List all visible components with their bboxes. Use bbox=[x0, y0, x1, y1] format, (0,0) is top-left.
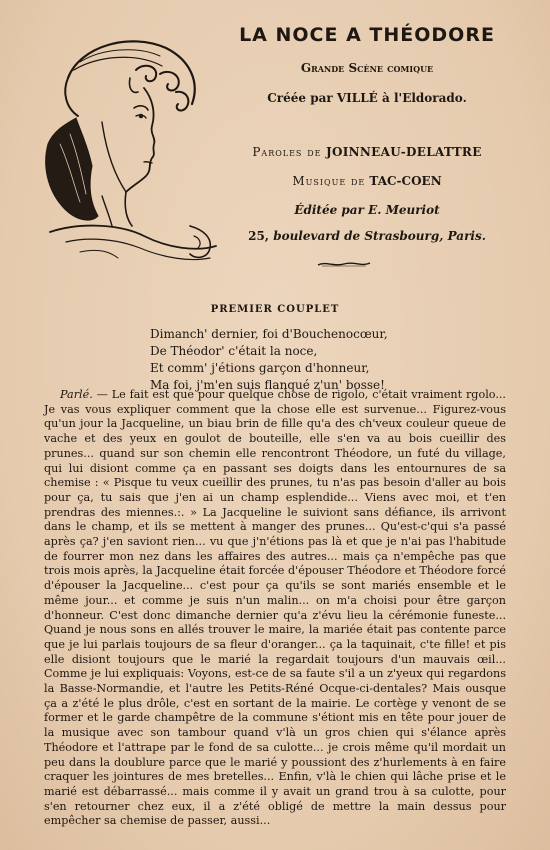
creator-name: VILLÉ bbox=[336, 91, 378, 105]
lyrics-prefix: Paroles de bbox=[252, 145, 322, 159]
publisher-line: Éditée par E. Meuriot bbox=[294, 203, 440, 217]
verse-block bbox=[150, 326, 510, 394]
verse-line: De Théodor' c'était la noce, bbox=[150, 344, 318, 358]
verse-line: Ma foi, j'm'en suis flanqué z'un' bosse! bbox=[150, 378, 385, 392]
creation-line bbox=[232, 91, 502, 105]
spoken-text bbox=[44, 388, 506, 829]
ornament-divider bbox=[316, 259, 372, 269]
spoken-label: Parlé. bbox=[60, 388, 93, 401]
woman-portrait-illustration bbox=[40, 26, 220, 266]
publisher-address bbox=[222, 229, 512, 243]
verse-line: Et comm' j'étions garçon d'honneur, bbox=[150, 361, 370, 375]
music-prefix: Musique de bbox=[292, 174, 366, 188]
song-title: LA NOCE A THÉODORE bbox=[239, 24, 495, 46]
couplet-heading: PREMIER COUPLET bbox=[210, 304, 340, 315]
verse-line: Dimanch' dernier, foi d'Bouchenocœur, bbox=[150, 327, 388, 341]
creation-prefix: Créée par bbox=[267, 91, 333, 105]
lyrics-credit bbox=[222, 145, 512, 159]
composer-name: TAC-COEN bbox=[369, 174, 442, 188]
address-number: 25, bbox=[248, 229, 269, 243]
address-street: boulevard de Strasbourg, Paris. bbox=[273, 229, 486, 243]
spoken-body: — Le fait est que pour quelque chose de rigolo, c'était vraiment rgolo... Je vas vous expliquer comment que la chose elle est survenue... Figurez-vous qu'un jour la Jacqueline, un biau brin de fille qu'a des ch'veux couleur queue de vache et des yeux en goulot de bouteille, elle s'en va au bois cueillir des prunes... quand sur son chemin elle rencontront Théodore, un futé du village, qui lui disiont comme ça en passant ses doigts dans les entournures de sa chemise : « Pisque tu veux cueillir des prunes, tu n'as pas besoin d'aller au bois pour ça, tu sais que j'en ai un champ esplendide... Viens avec moi, et t'en prendras des miennes.:. » La Jacqueline le suiviont sans défiance, ils arrivont dans le champ, et ils se mettent à manger des prunes... Qu'est-c'qui s'a passé après ça? j'en saviont rien... vu que j'n'étions pas là et que je n'ai pas l'habitude de fourrer mon nez dans les affaires des autres... mais ça n'empêche pas que trois mois après, la Jacqueline était forcée d'épouser Théodore et Théodore forcé d'épouser la Jacqueline... c'est pour ça qu'ils se sont mariés ensemble et le même jour... et comme je suis n'un malin... on m'a choisi pour être garçon d'honneur. C'est donc dimanche dernier qu'a z'évu lieu la cérémonie funeste... Quand je nous sons en allés trouver le maire, la mariée était pas contente parce que je lui parlais toujours de sa fleur d'oranger... ça la taquinait, c'te fille! et pis elle disiont toujours que le marié la regardait toujours d'un mauvais œil... Comme je lui expliquais: Voyons, est-ce de sa faute s'il a un z'yeux qui regardons la Basse-Normandie, et l'autre les Petits-Réné Ocque-ci-dentales? Mais ousque ça a z'été le plus drôle, c'est en sortant de la mairie. Le cortège y venont de se former et le garde champêtre de la commune s'étiont mis en tête pour jouer de la musique avec son tambour quand v'là un gros chien qui s'élance après Théodore et l'attrape par le fond de sa culotte... je crois même qu'il mordait un peu dans la doublure parce que le marié y poussiont des z'hurlements à en faire craquer les jointures de mes bretelles... Enfin, v'là le chien qui lâche prise et le marié est débarrassé... mais comme il y avait un grand trou à sa culotte, pour s'en retourner chez eux, il a z'été obligé de mettre la main dessus pour empêcher sa chemise de passer, aussi... bbox=[44, 388, 506, 828]
music-credit bbox=[222, 174, 512, 188]
creation-suffix: à l'Eldorado. bbox=[382, 91, 467, 105]
song-subtitle: Grande Scène comique bbox=[300, 61, 434, 75]
lyricist-name: JOINNEAU-DELATTRE bbox=[325, 145, 482, 159]
